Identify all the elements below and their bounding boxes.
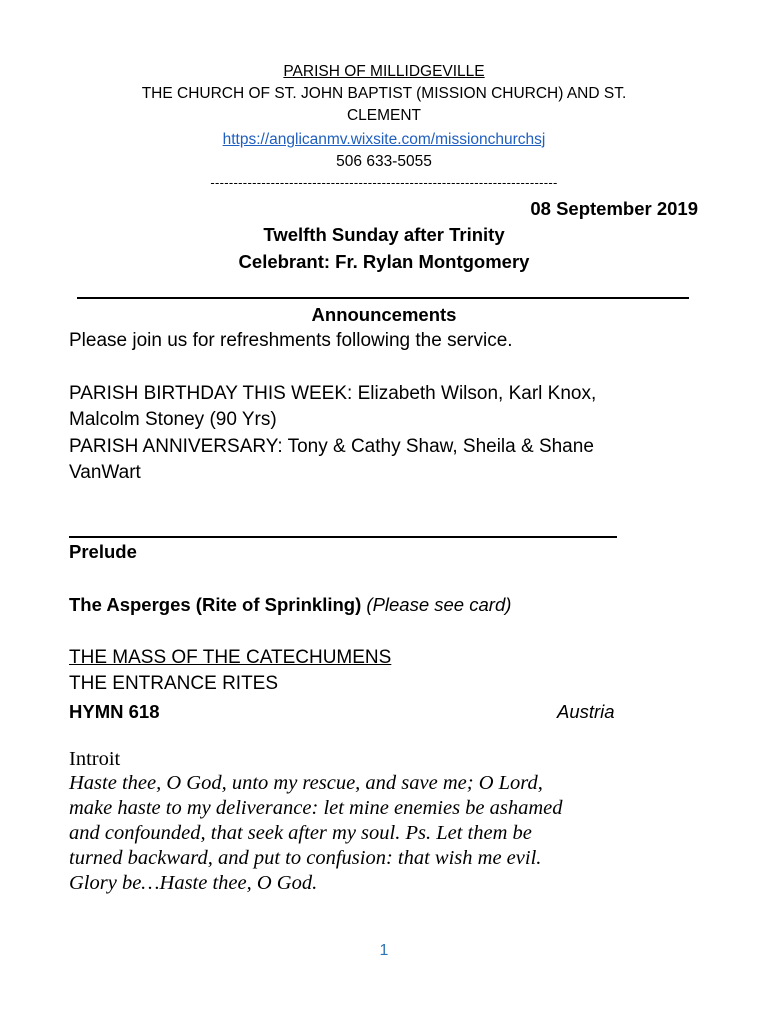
website-line: [60, 129, 708, 151]
asperges-title: The Asperges (Rite of Sprinkling): [69, 594, 362, 615]
introit-line: and confounded, that seek after my soul. Ps. Let them be: [69, 822, 532, 844]
introit-line: turned backward, and put to confusion: that wish me evil.: [69, 847, 542, 869]
introit-text: [69, 771, 709, 896]
phone-number: 506 633-5055: [336, 153, 432, 170]
page-number: 1: [379, 942, 389, 959]
parish-name: [60, 61, 708, 83]
celebrant: Celebrant: Fr. Rylan Montgomery: [238, 251, 530, 272]
birthday-line2: Malcolm Stoney (90 Yrs): [69, 409, 277, 430]
announcements-heading: Announcements: [311, 304, 457, 325]
refreshments-note: Please join us for refreshments following the service.: [69, 330, 513, 351]
asperges-note: (Please see card): [366, 594, 512, 615]
website-link[interactable]: https://anglicanmv.wixsite.com/missionchurchsj: [222, 131, 546, 148]
anniversary-line2: VanWart: [69, 462, 141, 483]
divider-middle: [69, 536, 617, 538]
entrance-rites-heading: THE ENTRANCE RITES: [69, 673, 279, 694]
introit-line: Glory be…Haste thee, O God.: [69, 872, 318, 894]
service-date: 08 September 2019: [530, 198, 698, 219]
hymn-number: HYMN 618: [69, 701, 160, 722]
service-title: Twelfth Sunday after Trinity: [263, 224, 505, 245]
church-name-line1: THE CHURCH OF ST. JOHN BAPTIST (MISSION CHURCH) AND ST.: [141, 85, 627, 102]
anniversary-line1: PARISH ANNIVERSARY: Tony & Cathy Shaw, Sheila & Shane: [69, 436, 594, 457]
introit-heading: Introit: [69, 748, 121, 770]
mass-heading: THE MASS OF THE CATECHUMENS: [69, 647, 392, 668]
asperges-line: [69, 594, 511, 616]
parish-name-text: PARISH OF MILLIDGEVILLE: [283, 63, 485, 80]
introit-line: Haste thee, O God, unto my rescue, and save me; O Lord,: [69, 772, 543, 794]
birthday-line1: PARISH BIRTHDAY THIS WEEK: Elizabeth Wilson, Karl Knox,: [69, 383, 597, 404]
divider-top: [77, 297, 689, 299]
dashed-separator: ---------------------------------------------------------------------------: [210, 175, 558, 190]
church-name-line2: CLEMENT: [346, 107, 422, 124]
prelude-heading: Prelude: [69, 541, 137, 562]
introit-line: make haste to my deliverance: let mine enemies be ashamed: [69, 797, 563, 819]
hymn-tune: Austria: [557, 701, 615, 722]
